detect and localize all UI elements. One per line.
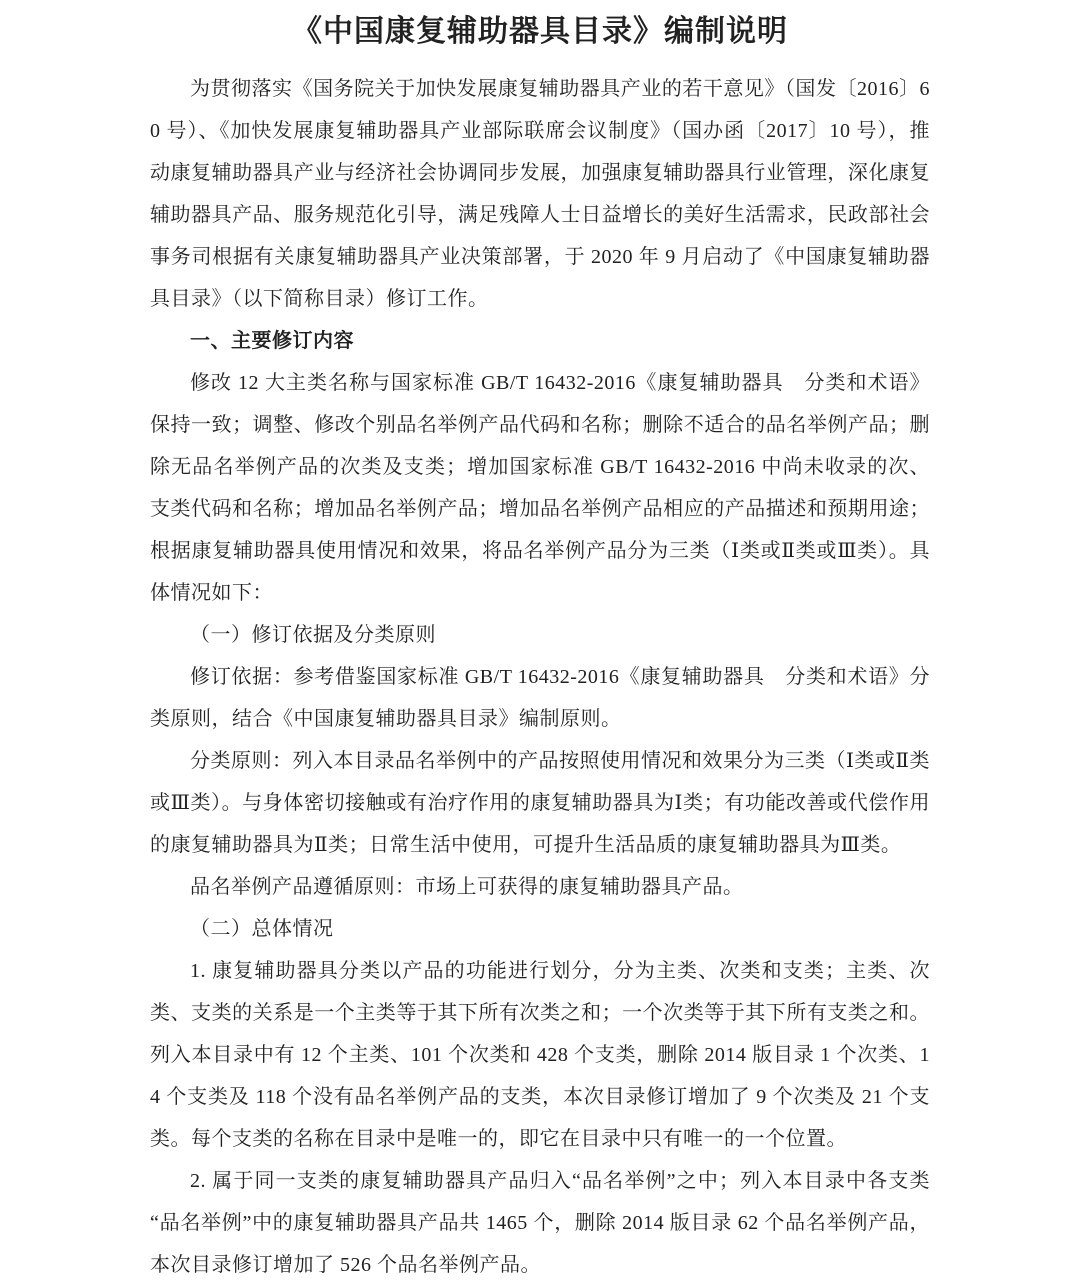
- section-heading-main-revisions: 一、主要修订内容: [190, 330, 354, 352]
- paragraph-classification-statistics: 1. 康复辅助器具分类以产品的功能进行划分，分为主类、次类和支类；主类、次类、支类的关系是一个主类等于其下所有次类之和；一个次类等于其下所有支类之和。列入本目录中有 12 个主类、101 个次类和 428 个支类，删除 2014 版目录 1 个次类、14 个支类及 118 个没有品名举例产品的支类，本次目录修订增加了 9 个次类及 21 个支类。每个支类的名称在目录中是唯一的，即它在目录中只有唯一的一个位置。: [150, 960, 930, 1150]
- subheading-overall-situation: （二）总体情况: [190, 918, 334, 940]
- paragraph-classification-principle: 分类原则：列入本目录品名举例中的产品按照使用情况和效果分为三类（Ⅰ类或Ⅱ类或Ⅲ类）。与身体密切接触或有治疗作用的康复辅助器具为Ⅰ类；有功能改善或代偿作用的康复辅助器具为Ⅱ类；日常生活中使用，可提升生活品质的康复辅助器具为Ⅲ类。: [150, 750, 930, 856]
- document-title: 《中国康复辅助器具目录》编制说明: [292, 15, 788, 48]
- subheading-revision-basis-and-classification: （一）修订依据及分类原则: [190, 624, 436, 646]
- paragraph-intro: 为贯彻落实《国务院关于加快发展康复辅助器具产业的若干意见》（国发〔2016〕60 号）、《加快发展康复辅助器具产业部际联席会议制度》（国办函〔2017〕10 号），推动康复辅助器具产业与经济社会协调同步发展，加强康复辅助器具行业管理，深化康复辅助器具产品、服务规范化引导，满足残障人士日益增长的美好生活需求，民政部社会事务司根据有关康复辅助器具产业决策部署，于 2020 年 9 月启动了《中国康复辅助器具目录》（以下简称目录）修订工作。: [150, 78, 930, 310]
- paragraph-product-example-principle: 品名举例产品遵循原则：市场上可获得的康复辅助器具产品。: [190, 876, 744, 898]
- paragraph-product-example-statistics: 2. 属于同一支类的康复辅助器具产品归入“品名举例”之中；列入本目录中各支类“品名举例”中的康复辅助器具产品共 1465 个，删除 2014 版目录 62 个品名举例产品，本次目录修订增加了 526 个品名举例产品。: [150, 1170, 930, 1276]
- paragraph-revision-overview: 修改 12 大主类名称与国家标准 GB/T 16432-2016《康复辅助器具 分类和术语》保持一致；调整、修改个别品名举例产品代码和名称；删除不适合的品名举例产品；删除无品名举例产品的次类及支类；增加国家标准 GB/T 16432-2016 中尚未收录的次、支类代码和名称；增加品名举例产品；增加品名举例产品相应的产品描述和预期用途；根据康复辅助器具使用情况和效果，将品名举例产品分为三类（Ⅰ类或Ⅱ类或Ⅲ类）。具体情况如下：: [150, 372, 930, 604]
- paragraph-revision-basis: 修订依据：参考借鉴国家标准 GB/T 16432-2016《康复辅助器具 分类和术语》分类原则，结合《中国康复辅助器具目录》编制原则。: [150, 666, 930, 730]
